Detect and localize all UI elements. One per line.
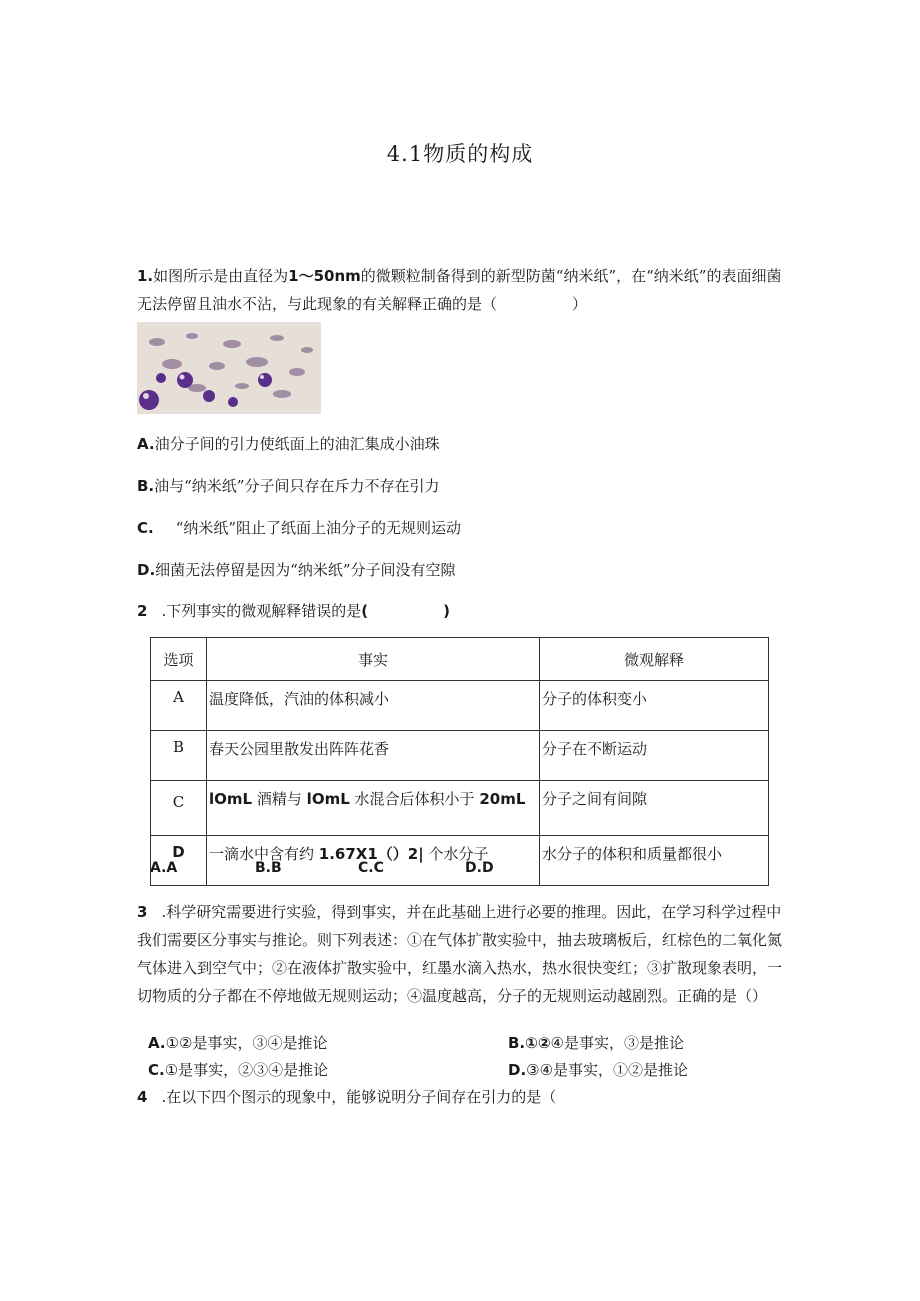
row-option: A [151,681,207,731]
question-3-option-b[interactable] [508,1032,684,1053]
question-3-option-a[interactable] [148,1032,328,1053]
table-row [151,731,769,781]
option-label: A. [148,1034,166,1052]
option-text: ④是事实，③是推论 [550,1034,684,1052]
row-explanation: 分子之间有间隙 [540,781,769,836]
row-explanation: 分子在不断运动 [540,731,769,781]
page-title: 4.1物质的构成 [386,142,534,166]
table-row [151,681,769,731]
row-fact: 温度降低，汽油的体积减小 [207,681,540,731]
fact-text-c: 个水分子 [428,845,489,863]
question-1-option-b[interactable] [137,475,439,496]
nano-paper-photo [137,322,321,414]
question-1-option-c[interactable] [137,517,461,538]
question-3-option-d[interactable] [508,1059,688,1080]
option-label: B. [508,1034,526,1052]
fact-text-d: 水混合后体积小于 [354,790,475,808]
fact-number: 1.67X1（）2| [318,845,424,863]
question-2 [137,600,450,621]
fact-volume-a: lOmL [209,790,253,808]
option-text: “纳米纸”阻止了纸面上油分子的无规则运动 [175,519,462,537]
fact-text-b: 酒精与 [256,790,302,808]
option-label: D. [137,561,156,579]
row-option: C [151,781,207,836]
question-4-text: .在以下四个图示的现象中，能够说明分子间存在引力的是（ [161,1088,557,1106]
question-4 [137,1086,556,1107]
row-explanation: 分子的体积变小 [540,681,769,731]
table-row [151,781,769,836]
question-3 [137,898,785,1010]
option-text: ①②是事实，③④是推论 [165,1034,328,1052]
fact-volume-e: 20mL [479,790,526,808]
question-1-option-a[interactable] [137,433,440,454]
question-3-text: .科学研究需要进行实验，得到事实，并在此基础上进行必要的推理。因此，在学习科学过程中我们需要区分事实与推论。则下列表述：①在气体扩散实验中，抽去玻璃板后，红棕色的二氧化氮气体进入到空气中；②在液体扩散实验中，红墨水滴入热水，热水很快变红；③扩散现象表明，一切物质的分子都在不停地做无规则运动；④温度越高，分子的无规则运动越剧烈。正确的是（） [137,903,783,1005]
row-explanation: 水分子的体积和质量都很小 [540,836,769,886]
facts-table [150,637,769,886]
option-text: 细菌无法停留是因为“纳米纸”分子间没有空隙 [155,561,456,579]
answer-c[interactable]: C.C [358,860,384,876]
question-3-option-c[interactable] [148,1059,328,1080]
fact-volume-c: lOmL [306,790,350,808]
oil-droplets-image [137,322,321,414]
question-2-paren: ( ) [361,602,450,620]
option-label: A. [137,435,155,453]
question-1 [137,262,787,318]
header-explanation: 微观解释 [540,638,769,681]
option-text: ③④是事实，①②是推论 [526,1061,689,1079]
answer-d[interactable]: D.D [465,860,494,876]
option-label: D. [508,1061,527,1079]
fact-text-a: 一滴水中含有约 [209,845,315,863]
row-option: D [151,836,207,886]
question-1-number: 1. [137,267,154,285]
option-text-bold: ①② [525,1034,551,1052]
option-text: ①是事实，②③④是推论 [164,1061,329,1079]
question-1-text-b: 的微颗粒制备得到的新型防菌“纳米纸”，在“纳米纸”的表面细菌无法停留且油水不沾，与此现象的有关解释正确的是（ ） [137,267,782,313]
question-4-number: 4 [137,1088,148,1106]
question-1-option-d[interactable] [137,559,456,580]
row-fact: 春天公园里散发出阵阵花香 [207,731,540,781]
question-2-text: .下列事实的微观解释错误的是 [161,602,362,620]
option-label: B. [137,477,155,495]
option-text: 油分子间的引力使纸面上的油汇集成小油珠 [154,435,440,453]
option-text: 油与“纳米纸”分子间只存在斥力不存在引力 [154,477,440,495]
header-fact: 事实 [207,638,540,681]
table-row [151,836,769,886]
question-1-range: 1〜50nm [288,267,361,285]
question-2-number: 2 [137,602,148,620]
question-1-text-a: 如图所示是由直径为 [153,267,289,285]
answer-a[interactable]: A.A [150,860,178,876]
answer-b[interactable]: B.B [255,860,282,876]
question-3-number: 3 [137,903,148,921]
table-header-row [151,638,769,681]
header-option: 选项 [151,638,207,681]
row-fact [207,781,540,836]
row-option: B [151,731,207,781]
option-label: C. [148,1061,165,1079]
option-label: C. [137,519,154,537]
